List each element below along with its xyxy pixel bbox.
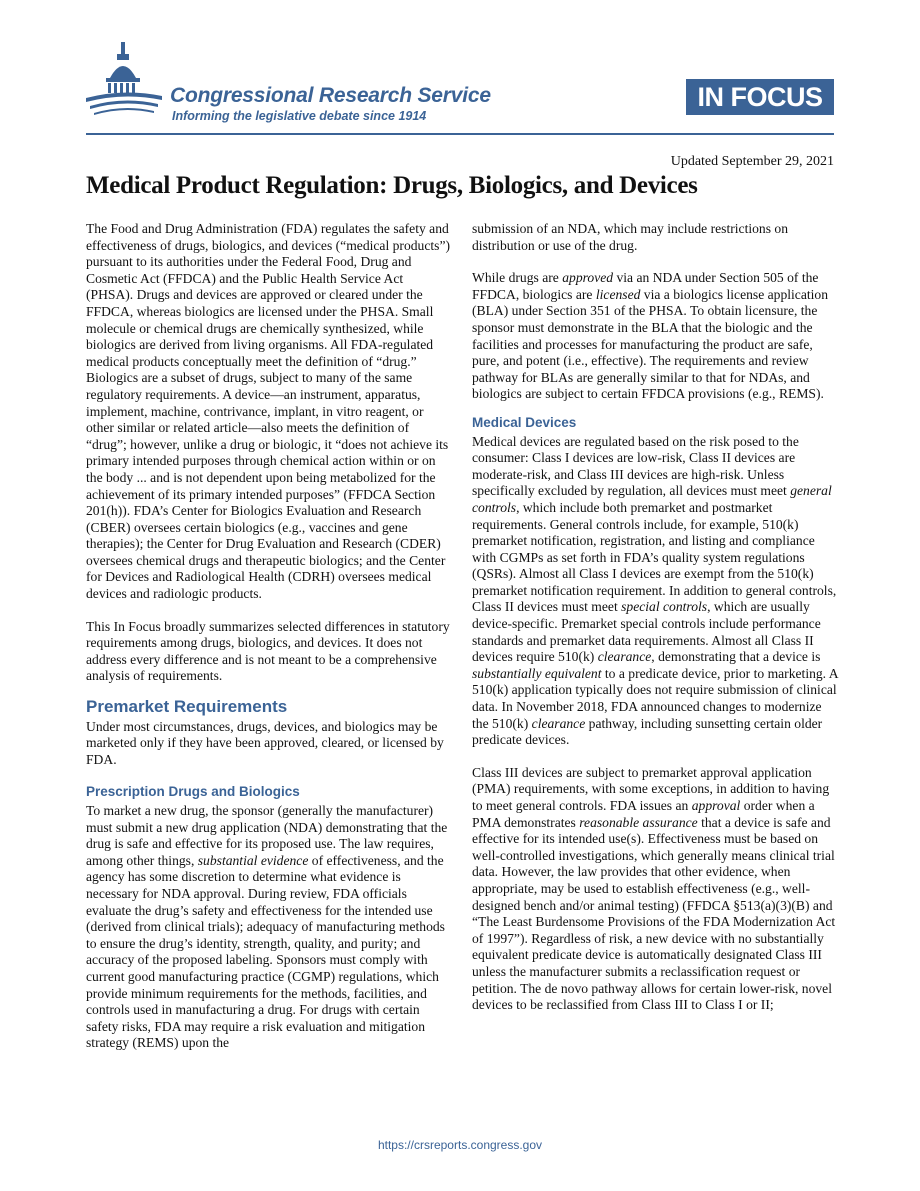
updated-date: Updated September 29, 2021 bbox=[670, 154, 834, 169]
in-focus-badge: IN FOCUS bbox=[686, 79, 834, 115]
org-name: Congressional Research Service bbox=[170, 84, 491, 107]
left-column bbox=[86, 221, 452, 1052]
medical-devices-heading: Medical Devices bbox=[472, 414, 577, 430]
capitol-dome-icon bbox=[84, 40, 164, 120]
header-rule bbox=[86, 133, 834, 135]
biologics-paragraph: While drugs are approved via an NDA under Section 505 of the FFDCA, biologics are licensed via a biologics license application (BLA) under Section 351 of the PHSA. To obtain licensure, the sponsor must demonstrate in the BLA that the biologic and the facilities and processes for manufacturing the product are safe, pure, and potent (i.e., effective). The requirements and review pathway for BLAs are generally similar to that for NDAs, and biologics are subject to certain FFDCA provisions (e.g., REMS). bbox=[472, 270, 829, 402]
report-header bbox=[0, 0, 920, 140]
scope-paragraph: This In Focus broadly summarizes selected differences in statutory requirements among drugs, biologics, and devices. It does not address every difference and is not meant to be a comprehensive analysis of requirements. bbox=[86, 618, 450, 684]
org-tagline: Informing the legislative debate since 1914 bbox=[172, 109, 427, 123]
rx-drugs-heading: Prescription Drugs and Biologics bbox=[86, 784, 300, 800]
rx-paragraph: To market a new drug, the sponsor (generally the manufacturer) must submit a new drug application (NDA) demonstrating that the drug is safe and effective for its proposed use. The law requires, among other things, substantial evidence of effectiveness, and the agency has some discretion to determine what evidence is necessary for NDA approval. During review, FDA officials evaluate the drug’s safety and effectiveness for the intended use (derived from clinical trials); adequacy of manufacturing methods to ensure the drug’s identity, strength, quality, and purity; and accuracy of the proposed labeling. Sponsors must comply with current good manufacturing practice (CGMP) regulations, which provide minimum requirements for the methods, facilities, and controls used in manufacturing a drug. For drugs with certain safety risks, FDA may require a risk evaluation and mitigation strategy (REMS) upon the bbox=[86, 803, 448, 1051]
nda-continued-paragraph: submission of an NDA, which may include restrictions on distribution or use of the drug. bbox=[472, 221, 789, 253]
right-column bbox=[472, 221, 838, 1014]
class-iii-paragraph: Class III devices are subject to premarket approval application (PMA) requirements, with some exceptions, in addition to having to meet general controls. FDA issues an approval order when a PMA demonstrates reasonable assurance that a device is safe and effective for its intended use(s). Effectiveness must be based on well-controlled investigations, which generally means clinical trial data. However, the law provides that other evidence, when appropriate, may be used to establish effectiveness (e.g., well-designed bench and/or animal testing) (FFDCA §513(a)(3)(B) and “The Least Burdensome Provisions of the FDA Modernization Act of 1997”). Regardless of risk, a new device with no substantially equivalent predicate device is automatically designated Class III unless the manufacturer submits a reclassification request or petition. The de novo pathway allows for certain lower-risk, novel devices to be reclassified from Class III to Class I or II; bbox=[472, 764, 836, 1013]
footer-url[interactable]: https://crsreports.congress.gov bbox=[377, 1138, 543, 1152]
intro-paragraph: The Food and Drug Administration (FDA) regulates the safety and effectiveness of drugs, biologics, and devices (“medical products”) pursuant to its authorities under the Federal Food, Drug and Cosmetic Act (FFDCA) and the Public Health Service Act (PHSA). Drugs and devices are approved or cleared under the FFDCA, whereas biologics are licensed under the PHSA. Small molecule or chemical drugs are chemically synthesized, while biologics are derived from living organisms. All FDA-regulated medical products conceptually meet the definition of “drug.” Biologics are a subset of drugs, subject to many of the same regulatory requirements. A device—an instrument, apparatus, implement, machine, contrivance, implant, in vitro reagent, or other similar or related article—also meets the definition of “drug”; however, unlike a drug or biologic, it “does not achieve its primary intended purposes through chemical action within or on the body ... and is not dependent upon being metabolized for the achievement of its primary intended purposes” (FFDCA Section 201(h)). FDA’s Center for Biologics Evaluation and Research (CBER) oversees certain biologics (e.g., vaccines and gene therapies); the Center for Drug Evaluation and Research (CDER) oversees chemical drugs and therapeutic biologics; and the Center for Devices and Radiological Health (CDRH) oversees medical devices and radiologic products. bbox=[86, 221, 451, 602]
premarket-heading: Premarket Requirements bbox=[86, 697, 288, 717]
devices-paragraph: Medical devices are regulated based on the risk posed to the consumer: Class I devices are low-risk, Class II devices are moderate-risk, and Class III devices are high-risk. Unless specifically excluded by regulation, all devices must meet general controls, which include both premarket and postmarket requirements. General controls include, for example, 510(k) premarket notification, registration, and listing and compliance with CGMPs as set forth in FDA’s quality system regulations (QSRs). Almost all Class I devices are exempt from the 510(k) premarket notification requirement. In addition to general controls, Class II devices must meet special controls, which are usually device-specific. Premarket special controls include performance standards and premarket data requirements. Almost all Class II devices require 510(k) clearance, demonstrating that a device is substantially equivalent to a predicate device, prior to marketing. A 510(k) application typically does not require submission of clinical data. In November 2018, FDA announced changes to modernize the 510(k) clearance pathway, including sunsetting certain older predicate devices. bbox=[472, 433, 838, 748]
premarket-paragraph: Under most circumstances, drugs, devices, and biologics may be marketed only if they have been approved, cleared, or licensed by FDA. bbox=[86, 718, 444, 767]
page-title: Medical Product Regulation: Drugs, Biologics, and Devices bbox=[86, 172, 698, 199]
